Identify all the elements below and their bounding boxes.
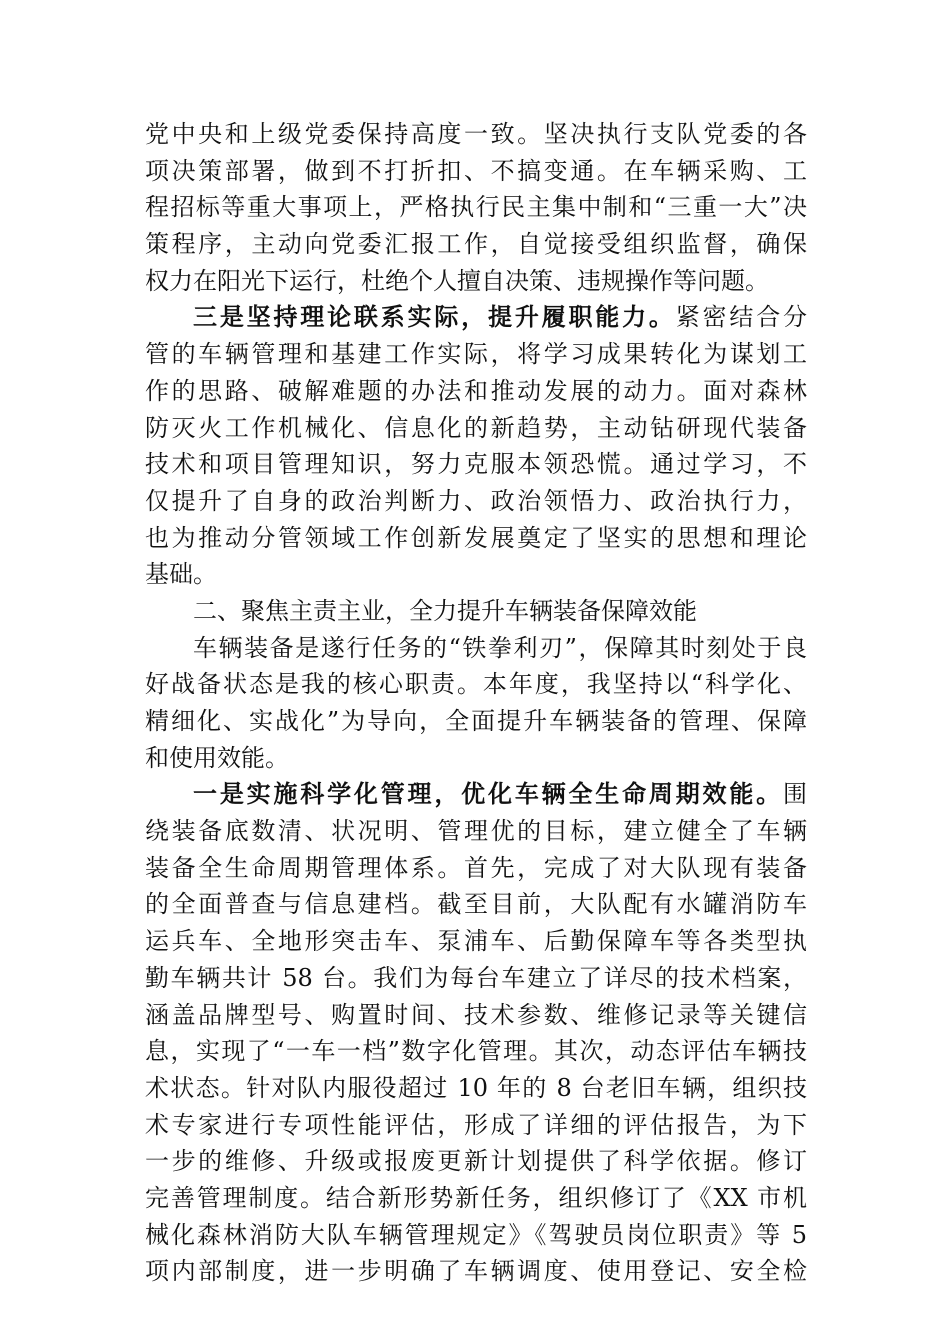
text-line: 好战备状态是我的核心职责。本年度，我坚持以“科学化、 [145,670,807,699]
paragraph-first-line: 车辆装备是遂行任务的“铁拳利刃”，保障其时刻处于良 [193,633,807,662]
text-line: 的全面普查与信息建档。截至目前，大队配有水罐消防车 [145,890,807,919]
text-line: 和使用效能。 [145,743,289,772]
text-line: 管的车辆管理和基建工作实际，将学习成果转化为谋划工 [145,340,807,369]
text-span: 紧密结合分 [675,303,808,332]
text-line: 精细化、实战化”为导向，全面提升车辆装备的管理、保障 [145,707,807,735]
section-heading: 二、聚焦主责主业，全力提升车辆装备保障效能 [193,596,697,625]
text-line: 程招标等重大事项上，严格执行民主集中制和“三重一大”决 [145,193,807,222]
bold-lead-sentence: 一是实施科学化管理，优化车辆全生命周期效能。 [193,779,783,809]
text-line: 一步的维修、升级或报废更新计划提供了科学依据。修订 [145,1147,807,1176]
text-line: 技术和项目管理知识，努力克服本领恐慌。通过学习，不 [145,450,807,479]
text-line: 策程序，主动向党委汇报工作，自觉接受组织监督，确保 [145,230,807,259]
text-line: 术状态。针对队内服役超过 10 年的 8 台老旧车辆，组织技 [145,1073,807,1102]
text-line: 权力在阳光下运行，杜绝个人擅自决策、违规操作等问题。 [145,266,769,295]
text-line: 运兵车、全地形突击车、泵浦车、后勤保障车等各类型执 [145,927,807,956]
text-line: 仅提升了自身的政治判断力、政治领悟力、政治执行力， [145,486,807,515]
text-line: 防灭火工作机械化、信息化的新趋势，主动钻研现代装备 [145,413,807,442]
text-line: 械化森林消防大队车辆管理规定》《驾驶员岗位职责》等 5 [145,1220,807,1249]
text-line: 术专家进行专项性能评估，形成了详细的评估报告，为下 [145,1110,807,1139]
text-line: 息，实现了“一车一档”数字化管理。其次，动态评估车辆技 [145,1037,807,1066]
text-line: 项决策部署，做到不打折扣、不搞变通。在车辆采购、工 [145,156,807,185]
text-line: 党中央和上级党委保持高度一致。坚决执行支队党委的各 [145,120,807,148]
text-line: 项内部制度，进一步明确了车辆调度、使用登记、安全检 [145,1257,807,1286]
text-line: 也为推动分管领域工作创新发展奠定了坚实的思想和理论 [145,523,807,552]
paragraph-first-line [145,299,807,336]
text-line: 作的思路、破解难题的办法和推动发展的动力。面对森林 [145,376,807,405]
text-line: 基础。 [145,560,217,589]
paragraph-first-line [145,776,807,813]
text-line: 勤车辆共计 58 台。我们为每台车建立了详尽的技术档案， [145,963,807,992]
text-line: 涵盖品牌型号、购置时间、技术参数、维修记录等关键信 [145,1000,807,1029]
document-body [145,116,807,1290]
text-span: 围 [783,780,807,809]
text-line: 完善管理制度。结合新形势新任务，组织修订了《XX 市机 [145,1183,807,1212]
text-line: 绕装备底数清、状况明、管理优的目标，建立健全了车辆 [145,817,807,846]
bold-lead-sentence: 三是坚持理论联系实际，提升履职能力。 [193,302,676,332]
text-line: 装备全生命周期管理体系。首先，完成了对大队现有装备 [145,853,807,882]
